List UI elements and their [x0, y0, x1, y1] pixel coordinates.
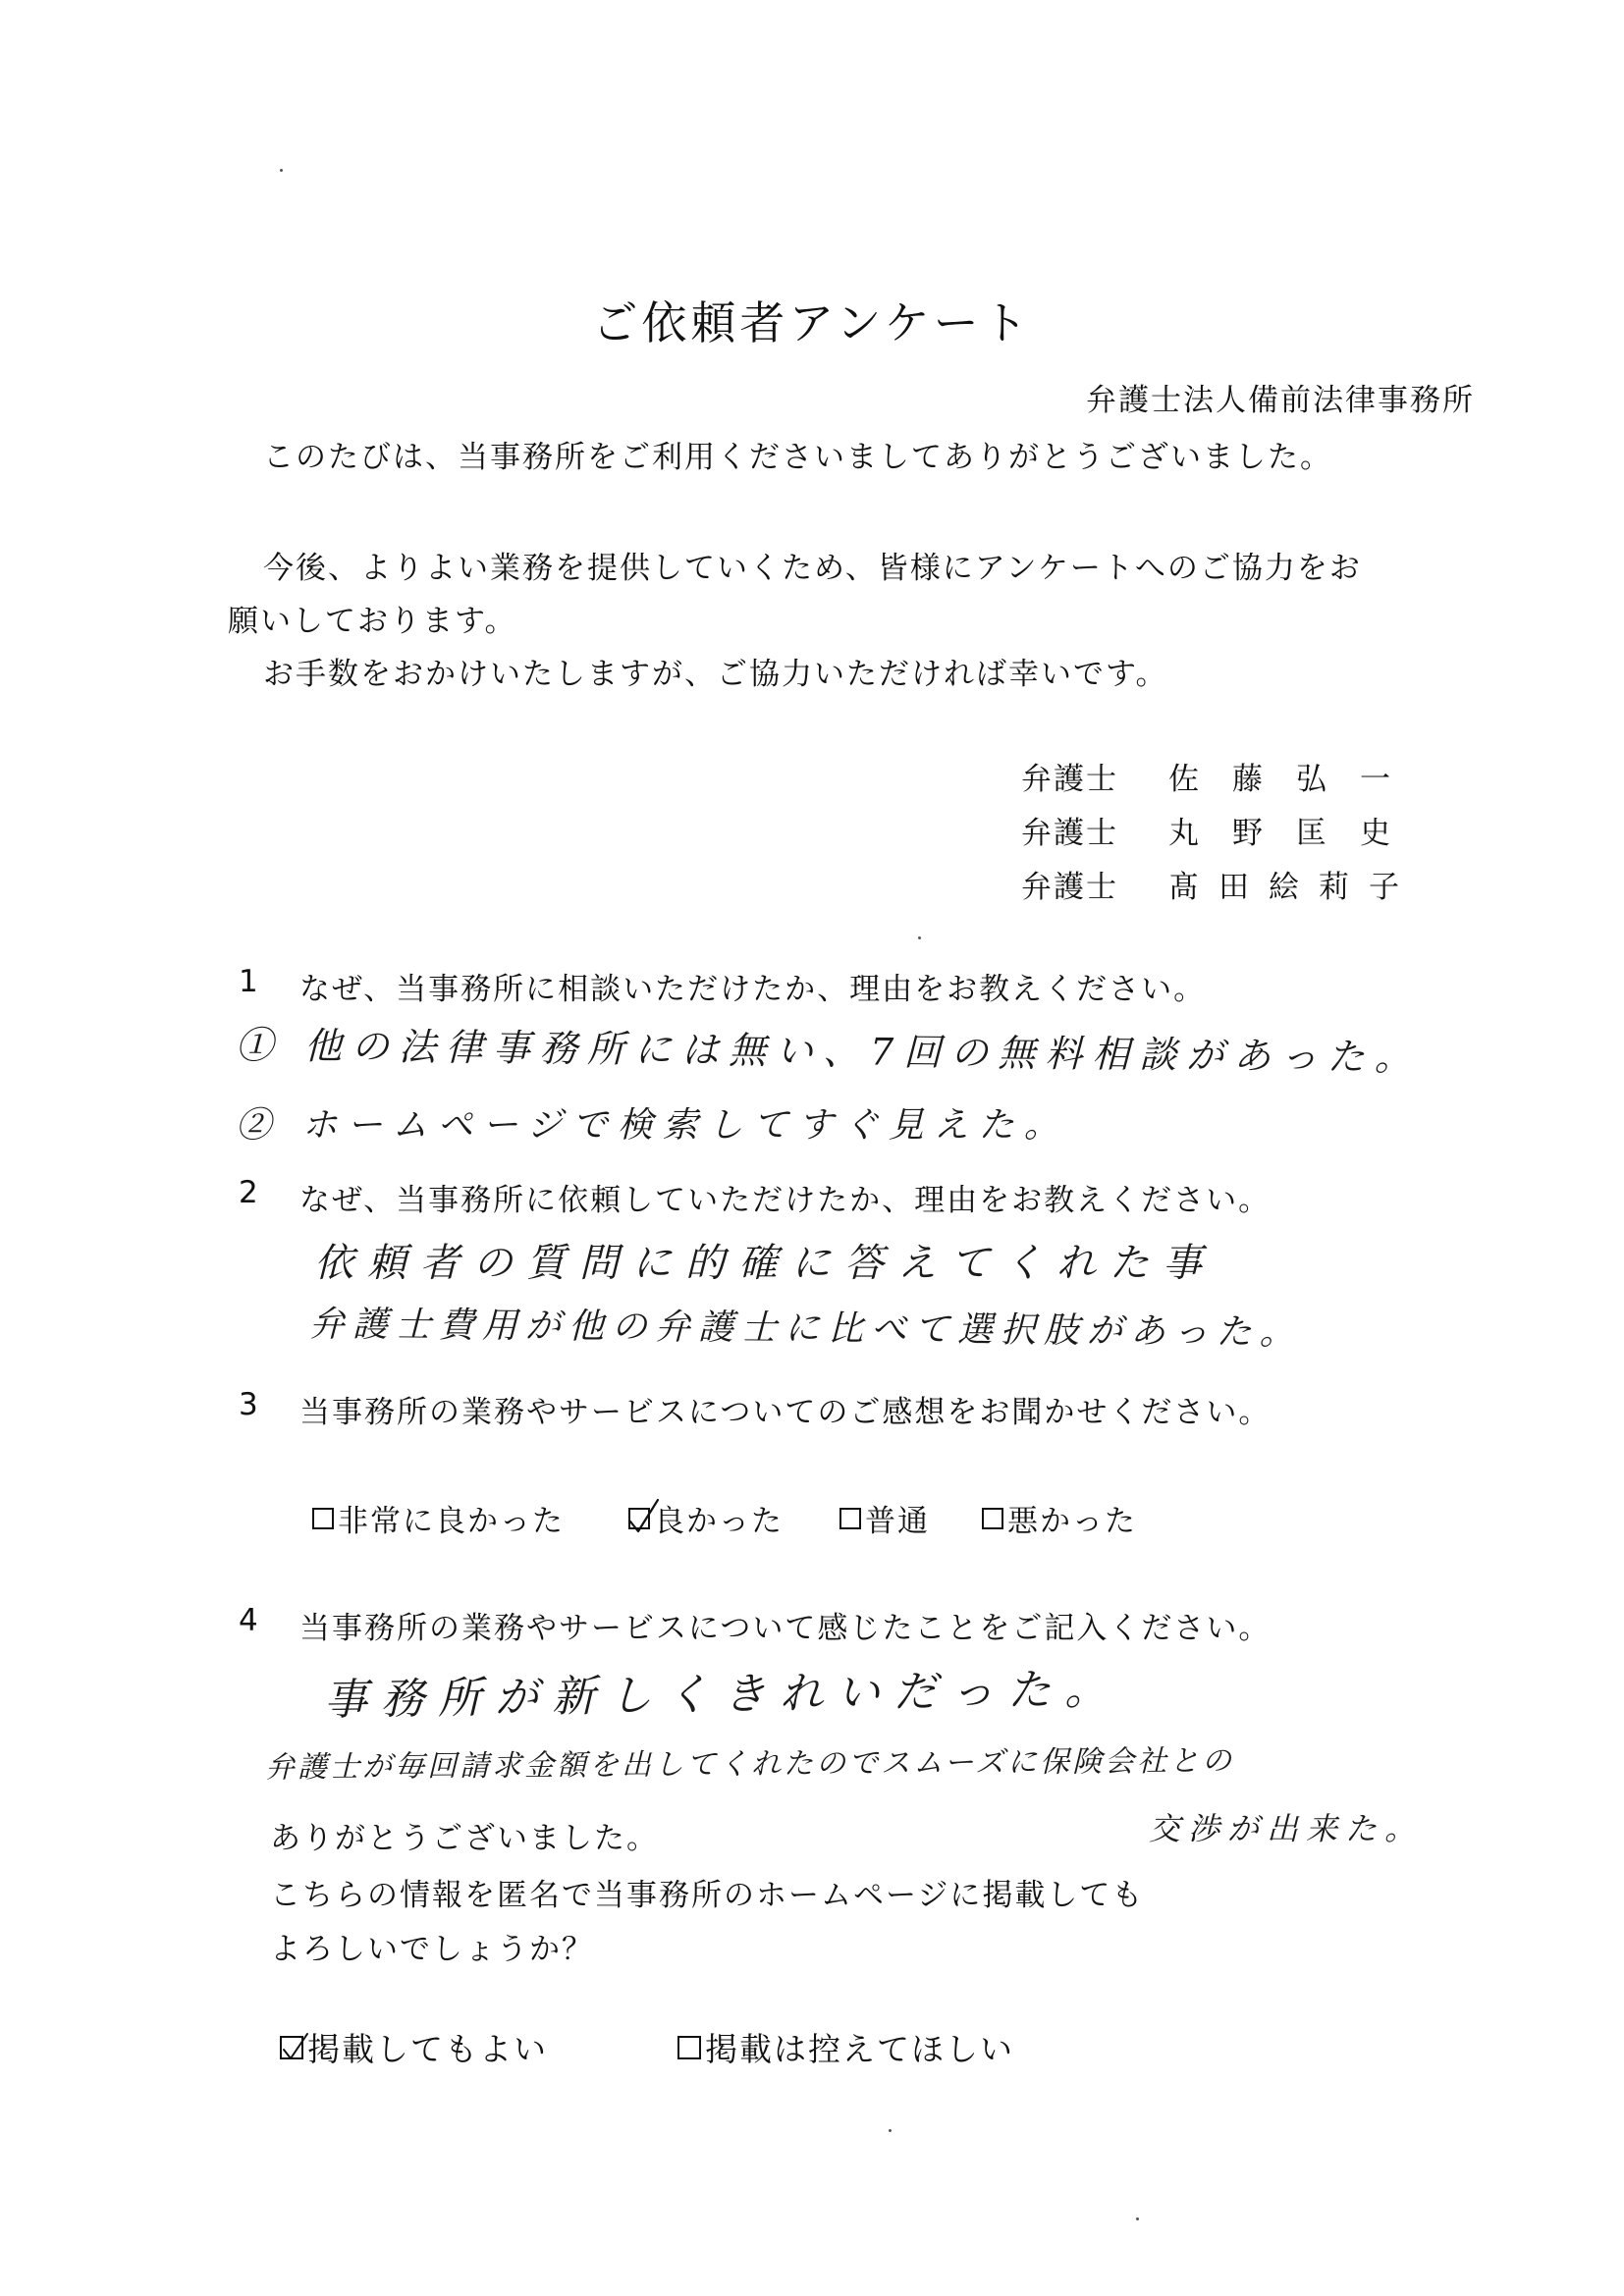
lawyer-row: [1021, 808, 1424, 852]
option-label: 掲載してもよい: [307, 2030, 548, 2068]
publish-option-allow[interactable]: [280, 2024, 548, 2070]
option-label: 掲載は控えてほしい: [705, 2030, 1014, 2068]
handwritten-answer: ① 他の法律事務所には無い、7回の無料相談があった。: [235, 1023, 1423, 1080]
option-label: 良かった: [654, 1504, 784, 1539]
rating-option-normal[interactable]: [839, 1496, 930, 1540]
option-label: 悪かった: [1007, 1504, 1137, 1539]
scan-speck: [918, 936, 921, 939]
thanks-text: ありがとうございました。: [270, 1821, 659, 1856]
rating-option-very-good[interactable]: [312, 1496, 565, 1540]
question-text: なぜ、当事務所に依頼していただけたか、理由をお教えください。: [299, 1183, 1272, 1218]
lawyer-name: 佐藤弘一: [1168, 762, 1424, 797]
rating-option-good[interactable]: [628, 1496, 784, 1540]
intro-line-3: お手数をおかけいたしますが、ご協力いただければ幸いです。: [263, 657, 1168, 692]
scan-speck: [1136, 2217, 1139, 2220]
question-text: なぜ、当事務所に相談いただけたか、理由をお教えください。: [299, 972, 1207, 1007]
publish-option-decline[interactable]: [677, 2024, 1014, 2070]
checkbox-icon[interactable]: [312, 1508, 334, 1529]
lawyer-role: 弁護士: [1021, 762, 1118, 797]
checked-checkbox-icon[interactable]: [280, 2036, 303, 2059]
handwritten-answer: 弁護士が毎回請求金額を出してくれたのでスムーズに保険会社との: [264, 1743, 1235, 1786]
intro-line-2: 願いしております。: [228, 604, 517, 639]
option-label: 非常に良かった: [338, 1504, 565, 1539]
checked-checkbox-icon[interactable]: [628, 1508, 650, 1529]
checkbox-icon[interactable]: [839, 1508, 861, 1529]
question-number: 3: [239, 1387, 258, 1422]
handwritten-answer: ② ホームページで検索してすぐ見えた。: [236, 1105, 1069, 1146]
lawyer-name: 髙田絵莉子: [1168, 870, 1419, 905]
question-number: 1: [239, 964, 258, 999]
lawyer-role: 弁護士: [1021, 816, 1118, 851]
organization-name: 弁護士法人備前法律事務所: [1086, 383, 1475, 418]
question-number: 2: [239, 1175, 258, 1210]
checkbox-icon[interactable]: [982, 1508, 1003, 1529]
greeting-text: このたびは、当事務所をご利用くださいましてありがとうございました。: [263, 440, 1332, 475]
lawyer-role: 弁護士: [1021, 870, 1118, 905]
handwritten-answer: 弁護士費用が他の弁護士に比べて選択肢があった。: [308, 1304, 1303, 1354]
lawyer-name: 丸野匡史: [1168, 816, 1424, 851]
page-title: ご依頼者アンケート: [592, 296, 1032, 349]
intro-line-1: 今後、よりよい業務を提供していくため、皆様にアンケートへのご協力をお: [263, 551, 1362, 586]
handwritten-answer: 事務所が新しくきれいだった。: [323, 1664, 1122, 1726]
question-number: 4: [239, 1603, 258, 1638]
publish-question-line-2: よろしいでしょうか？: [270, 1932, 594, 1967]
question-text: 当事務所の業務やサービスについてのご感想をお聞かせください。: [299, 1395, 1272, 1430]
rating-option-bad[interactable]: [982, 1496, 1137, 1540]
handwritten-answer: 依頼者の質問に的確に答えてくれた事: [314, 1241, 1216, 1286]
publish-question-line-1: こちらの情報を匿名で当事務所のホームページに掲載しても: [270, 1878, 1145, 1913]
lawyer-row: [1021, 754, 1424, 798]
scan-speck: [280, 169, 283, 172]
lawyer-row: [1021, 862, 1419, 906]
option-label: 普通: [865, 1504, 930, 1539]
checkbox-icon[interactable]: [677, 2036, 701, 2059]
scan-speck: [889, 2129, 892, 2132]
question-text: 当事務所の業務やサービスについて感じたことをご記入ください。: [299, 1611, 1272, 1646]
handwritten-answer: 交渉が出来た。: [1149, 1810, 1425, 1847]
